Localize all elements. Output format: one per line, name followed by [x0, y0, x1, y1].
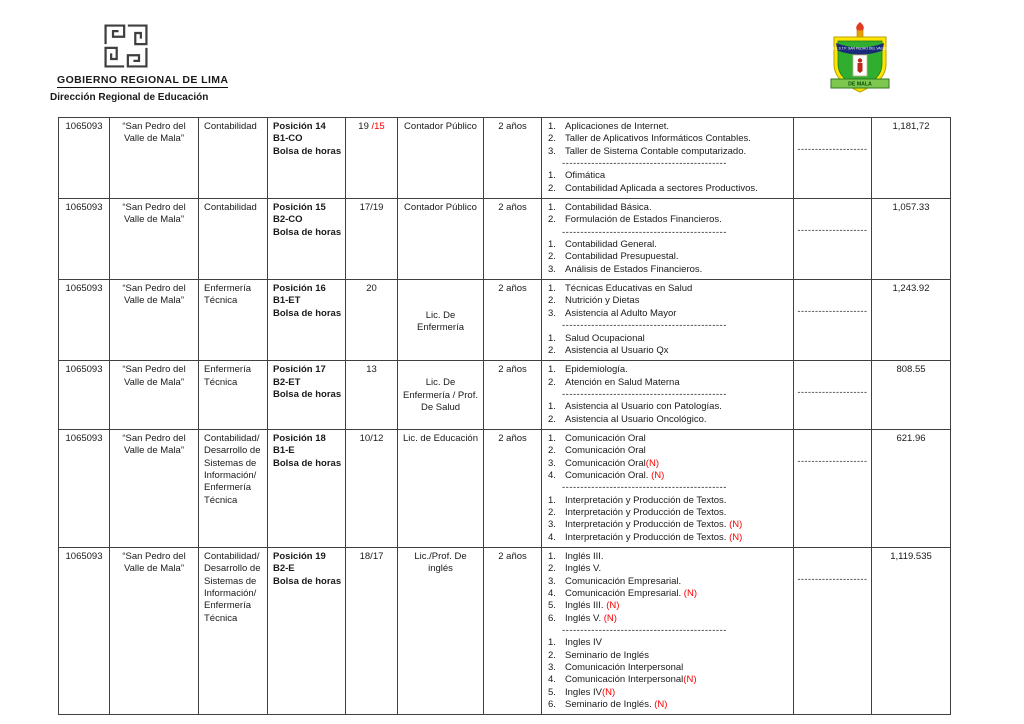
- dashes-cell: --------------------: [794, 280, 872, 361]
- amount: 1,181,72: [872, 118, 951, 199]
- career-area: Contabilidad/ Desarrollo de Sistemas de Información/ Enfermería Técnica: [199, 548, 268, 715]
- school-code: 1065093: [59, 548, 110, 715]
- school-code: 1065093: [59, 361, 110, 430]
- hours-black: 18/17: [359, 551, 384, 562]
- school-name: “San Pedro del Valle de Mala”: [110, 430, 199, 548]
- dashes-cell: --------------------: [794, 199, 872, 280]
- school-name: “San Pedro del Valle de Mala”: [110, 548, 199, 715]
- courses-list: 1. Inglés III. 2. Inglés V. 3. Comunicación Empresarial. 4. Comunicación Empresarial. (N) 5. Inglés III. (N) 6. Inglés V. (N) --------------------------------------------- 1. Ingles IV 2. Seminario de Inglés 3. Comunicación Interpersonal 4. Comunicación Interpersonal(N) 5. Ingles IV(N) 6. Seminario de Inglés. (N): [542, 548, 794, 715]
- hours-value: [346, 118, 398, 199]
- position-info: Posición 16 B1-ET Bolsa de horas: [268, 280, 346, 361]
- experience: 2 años: [484, 430, 542, 548]
- school-crest-icon: [827, 22, 893, 105]
- table-row: [59, 118, 951, 199]
- experience: 2 años: [484, 199, 542, 280]
- courses-list: 1. Técnicas Educativas en Salud 2. Nutrición y Dietas 3. Asistencia al Adulto Mayor --------------------------------------------- 1. Salud Ocupacional 2. Asistencia al Usuario Qx: [542, 280, 794, 361]
- dashes-cell: --------------------: [794, 118, 872, 199]
- school-code: 1065093: [59, 280, 110, 361]
- hours-value: [346, 430, 398, 548]
- table-row: [59, 430, 951, 548]
- experience: 2 años: [484, 548, 542, 715]
- amount: 808.55: [872, 361, 951, 430]
- courses-list: 1. Contabilidad Básica. 2. Formulación de Estados Financieros. --------------------------------------------- 1. Contabilidad General. 2. Contabilidad Presupuestal. 3. Análisis de Estados Financieros.: [542, 199, 794, 280]
- hours-value: [346, 361, 398, 430]
- table-row: [59, 548, 951, 715]
- org-name: GOBIERNO REGIONAL DE LIMA: [57, 74, 229, 86]
- requirement: Contador Público: [398, 199, 484, 280]
- school-name: “San Pedro del Valle de Mala”: [110, 280, 199, 361]
- requirement: Contador Público: [398, 118, 484, 199]
- dashes-cell: --------------------: [794, 361, 872, 430]
- school-name: “San Pedro del Valle de Mala”: [110, 361, 199, 430]
- career-area: Enfermería Técnica: [199, 361, 268, 430]
- courses-list: 1. Epidemiología. 2. Atención en Salud Materna --------------------------------------------- 1. Asistencia al Usuario con Patologías. 2. Asistencia al Usuario Oncológico.: [542, 361, 794, 430]
- hours-value: [346, 280, 398, 361]
- school-code: 1065093: [59, 118, 110, 199]
- position-info: Posición 15 B2-CO Bolsa de horas: [268, 199, 346, 280]
- school-code: 1065093: [59, 430, 110, 548]
- crest-banner-bottom-text: DE MALA: [848, 81, 872, 88]
- career-area: Enfermería Técnica: [199, 280, 268, 361]
- experience: 2 años: [484, 361, 542, 430]
- amount: 621.96: [872, 430, 951, 548]
- career-area: Contabilidad/ Desarrollo de Sistemas de Información/ Enfermería Técnica: [199, 430, 268, 548]
- dashes-cell: --------------------: [794, 548, 872, 715]
- hours-black: 10/12: [359, 432, 384, 444]
- hours-black: 13: [366, 364, 377, 376]
- amount: 1,119.535: [872, 548, 951, 715]
- requirement: Lic./Prof. De inglés: [398, 548, 484, 715]
- courses-list: 1. Aplicaciones de Internet. 2. Taller de Aplicativos Informáticos Contables. 3. Taller de Sistema Contable computarizado. --------------------------------------------- 1. Ofimática 2. Contabilidad Aplicada a sectores Productivos.: [542, 118, 794, 199]
- school-code: 1065093: [59, 199, 110, 280]
- position-info: Posición 19 B2-E Bolsa de horas: [268, 548, 346, 715]
- requirement: Lic. de Educación: [398, 430, 484, 548]
- requirement: Lic. De Enfermería: [398, 280, 484, 361]
- school-name: “San Pedro del Valle de Mala”: [110, 118, 199, 199]
- amount: 1,057.33: [872, 199, 951, 280]
- courses-list: 1. Comunicación Oral 2. Comunicación Oral 3. Comunicación Oral(N) 4. Comunicación Oral. (N) --------------------------------------------- 1. Interpretación y Producción de Textos. 2. Interpretación y Producción de Textos. 3. Interpretación y Producción de Textos. (N) 4. Interpretación y Producción de Textos. (N): [542, 430, 794, 548]
- position-info: Posición 17 B2-ET Bolsa de horas: [268, 361, 346, 430]
- hours-black: 20: [366, 283, 377, 295]
- table-row: [59, 280, 951, 361]
- gobierno-regional-lima-logo-icon: [100, 20, 152, 77]
- hours-red: /15: [371, 121, 385, 132]
- hours-black: 17/19: [359, 202, 384, 214]
- amount: 1,243.92: [872, 280, 951, 361]
- school-name: “San Pedro del Valle de Mala”: [110, 199, 199, 280]
- experience: 2 años: [484, 280, 542, 361]
- career-area: Contabilidad: [199, 199, 268, 280]
- hours-value: [346, 199, 398, 280]
- dept-name: Dirección Regional de Educación: [50, 92, 209, 103]
- requirement: Lic. De Enfermería / Prof. De Salud: [398, 361, 484, 430]
- experience: 2 años: [484, 118, 542, 199]
- hours-value: [346, 548, 398, 715]
- dashes-cell: --------------------: [794, 430, 872, 548]
- career-area: Contabilidad: [199, 118, 268, 199]
- table-row: [59, 361, 951, 430]
- table-row: [59, 199, 951, 280]
- hours-black: 19: [358, 121, 372, 132]
- positions-table: [58, 117, 951, 715]
- position-info: Posición 14 B1-CO Bolsa de horas: [268, 118, 346, 199]
- crest-banner-top-text: I.E.S.T.P. SAN PEDRO DEL VALLE: [833, 46, 887, 51]
- position-info: Posición 18 B1-E Bolsa de horas: [268, 430, 346, 548]
